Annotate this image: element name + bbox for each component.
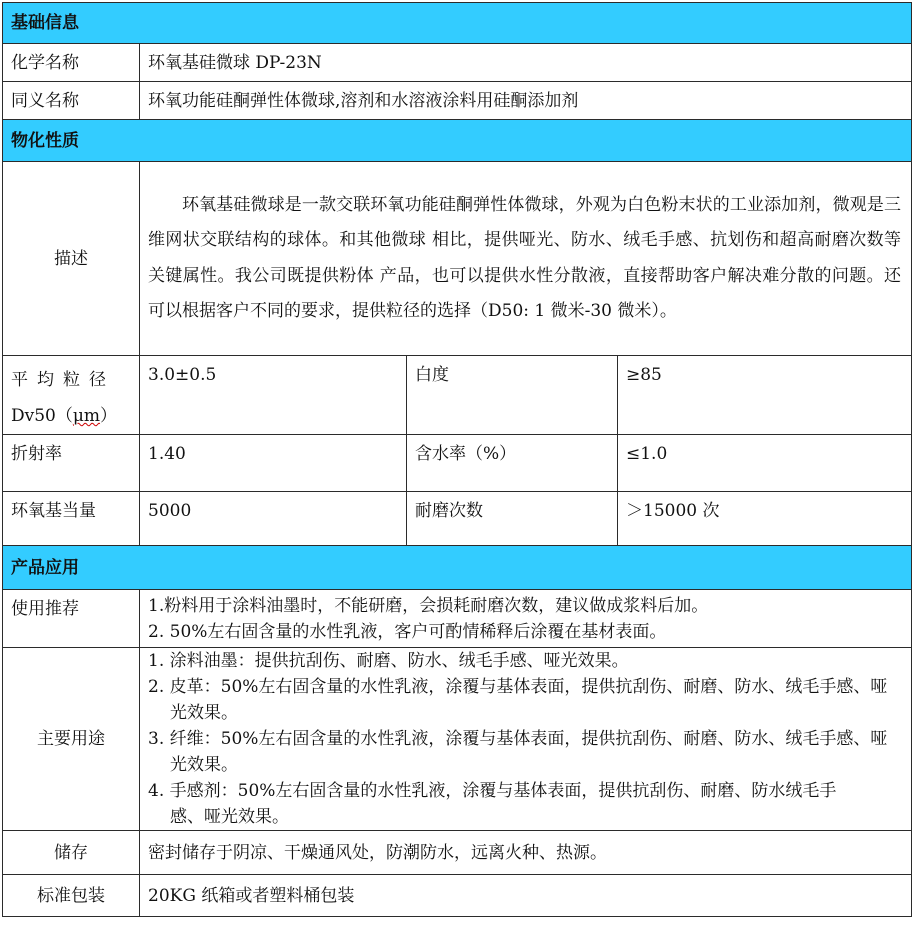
- row-epoxy-equivalent: [3, 492, 912, 546]
- recommendation-item: 2. 50%左右固含量的水性乳液，客户可酌情稀释后涂覆在基材表面。: [148, 621, 667, 642]
- product-spec-table: [2, 2, 912, 917]
- chem-name-label: 化学名称: [3, 44, 140, 82]
- row-synonym: [3, 82, 912, 120]
- section-title-physchem: 物化性质: [3, 120, 912, 162]
- section-title-application: 产品应用: [3, 546, 912, 590]
- row-refractive-index: [3, 435, 912, 492]
- recommendation-list: [140, 590, 912, 648]
- whiteness-label: 白度: [407, 356, 618, 435]
- row-recommendation: [3, 590, 912, 648]
- water-content-value: ≤1.0: [618, 435, 912, 492]
- epoxy-equivalent-value: 5000: [140, 492, 407, 546]
- main-uses-list: [140, 648, 912, 831]
- main-use-item: 2. 皮革：50%左右固含量的水性乳液，涂覆与基体表面，提供抗刮伤、耐磨、防水、绒毛手感、哑光效果。: [148, 677, 888, 723]
- packaging-value: 20KG 纸箱或者塑料桶包装: [140, 875, 912, 917]
- particle-size-label-close: ）: [100, 406, 118, 426]
- row-chem-name: [3, 44, 912, 82]
- storage-label: 储存: [3, 831, 140, 875]
- recommendation-item: 1.粉料用于涂料油墨时，不能研磨，会损耗耐磨次数，建议做成浆料后加。: [148, 595, 709, 616]
- row-storage: [3, 831, 912, 875]
- row-particle-size: [3, 356, 912, 435]
- main-use-item: 4. 手感剂：50%左右固含量的水性乳液，涂覆与基体表面，提供抗刮伤、耐磨、防水绒毛手感、哑光效果。: [148, 781, 837, 827]
- section-header-application: [3, 546, 912, 590]
- main-use-item: 1. 涂料油墨：提供抗刮伤、耐磨、防水、绒毛手感、哑光效果。: [148, 651, 629, 671]
- packaging-label: 标准包装: [3, 875, 140, 917]
- particle-size-unit: μm: [72, 406, 101, 426]
- refractive-index-label: 折射率: [3, 435, 140, 492]
- description-text: 环氧基硅微球是一款交联环氧功能硅酮弹性体微球，外观为白色粉末状的工业添加剂，微观是三维网状交联结构的球体。和其他微球 相比，提供哑光、防水、绒毛手感、抗划伤和超高耐磨次数等关键属性。我公司既提供粉体 产品，也可以提供水性分散液，直接帮助客户解决难分散的问题。还可以根据客户不同的要求，提供粒径的选择（D50: 1 微米-30 微米）。: [148, 194, 901, 321]
- row-description: [3, 162, 912, 356]
- abrasion-cycles-value: ＞15000 次: [618, 492, 912, 546]
- recommendation-label: 使用推荐: [3, 590, 140, 648]
- whiteness-value: ≥85: [618, 356, 912, 435]
- section-header-physchem: [3, 120, 912, 162]
- description-label: 描述: [3, 162, 140, 356]
- particle-size-label: [3, 356, 140, 435]
- particle-size-label-line2: Dv50（: [11, 406, 73, 426]
- particle-size-label-line1: 平均粒径: [11, 370, 115, 390]
- row-packaging: [3, 875, 912, 917]
- epoxy-equivalent-label: 环氧基当量: [3, 492, 140, 546]
- chem-name-value: 环氧基硅微球 DP-23N: [140, 44, 912, 82]
- refractive-index-value: 1.40: [140, 435, 407, 492]
- water-content-label: 含水率（%）: [407, 435, 618, 492]
- main-use-item: 3. 纤维：50%左右固含量的水性乳液，涂覆与基体表面，提供抗刮伤、耐磨、防水、绒毛手感、哑光效果。: [148, 729, 888, 775]
- abrasion-cycles-label: 耐磨次数: [407, 492, 618, 546]
- particle-size-value: 3.0±0.5: [140, 356, 407, 435]
- row-main-uses: [3, 648, 912, 831]
- section-header-basic: [3, 3, 912, 44]
- synonym-label: 同义名称: [3, 82, 140, 120]
- storage-value: 密封储存于阴凉、干燥通风处，防潮防水，远离火种、热源。: [140, 831, 912, 875]
- section-title-basic: 基础信息: [3, 3, 912, 44]
- main-uses-label: 主要用途: [3, 648, 140, 831]
- synonym-value: 环氧功能硅酮弹性体微球,溶剂和水溶液涂料用硅酮添加剂: [140, 82, 912, 120]
